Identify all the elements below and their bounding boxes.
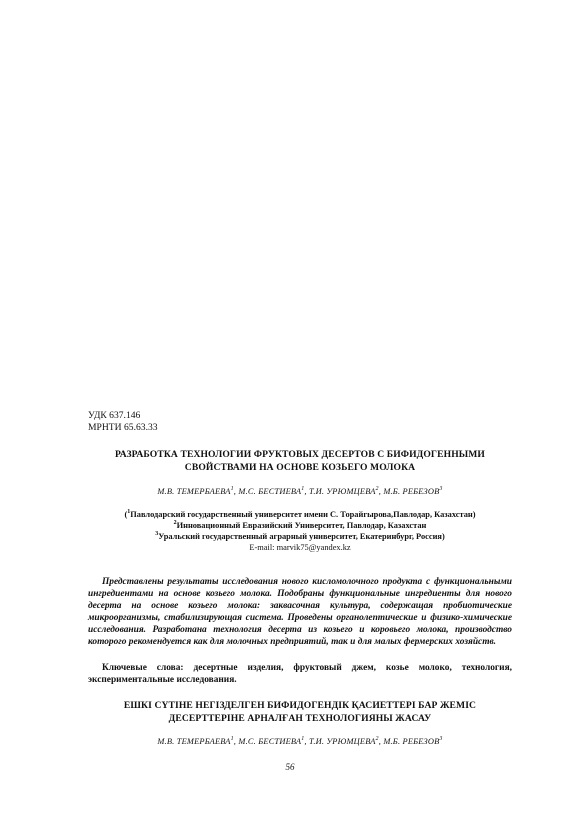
author-affiliation-mark: 1	[230, 486, 234, 493]
author-name: М.Б. РЕБЕЗОВ	[383, 487, 440, 496]
author-name: М.В. ТЕМЕРБАЕВА	[157, 737, 231, 746]
author-name: Т.И. УРЮМЦЕВА	[309, 487, 376, 496]
author-affiliation-mark: 1	[301, 486, 305, 493]
title-kazakh	[80, 700, 520, 725]
author-name: М.С. БЕСТИЕВА	[238, 487, 302, 496]
affiliation-1: ($^1$Павлодарский государственный университет имени С. Торайгырова,Павлодар, Казахстан)	[124, 509, 476, 519]
author-name: М.Б. РЕБЕЗОВ	[383, 737, 440, 746]
authors-russian: М.В. ТЕМЕРБАЕВА$^1$, М.С. БЕСТИЕВА$^1$, Т.И. УРЮМЦЕВА$^2$, М.Б. РЕБЕЗОВ$^3$	[157, 486, 443, 496]
title-kazakh-line2: ДЕСЕРТТЕРІНЕ АРНАЛҒАН ТЕХНОЛОГИЯНЫ ЖАСАУ	[168, 712, 432, 724]
affiliation-3: $^3$Уральский государственный аграрный университет, Екатеринбург, Россия)	[155, 531, 445, 541]
contact-email: E-mail: marvik75@yandex.kz	[249, 543, 351, 552]
page-number: 56	[285, 762, 295, 772]
author-affiliation-mark: 3	[439, 736, 443, 743]
author-affiliation-mark: 1	[230, 736, 234, 743]
author-name: М.В. ТЕМЕРБАЕВА	[157, 487, 231, 496]
abstract: Представлены результаты исследования нового кисломолочного продукта с функциональными ингредиентами на основе козьего молока. Подобраны функциональные ингредиенты для нового десерта на основе козьего молока: заквасочная культура, содержащая пробиотические микроорганизмы, стабилизирующая система. Проведены органолептические и физико-химические исследования. Разработана технология десерта из козьего и коровьего молока, производство которого рекомендуется как для молочных предприятий, так и для малых фермерских хозяйств.	[88, 577, 512, 647]
title-russian-line1: РАЗРАБОТКА ТЕХНОЛОГИИ ФРУКТОВЫХ ДЕСЕРТОВ С БИФИДОГЕННЫМИ	[114, 449, 485, 460]
author-affiliation-mark: 3	[439, 486, 443, 493]
keywords: Ключевые слова: десертные изделия, фруктовый джем, козье молоко, технология, экспериментальные исследования.	[88, 663, 512, 685]
udk-code: УДК 637.146	[88, 410, 141, 421]
author-name: М.С. БЕСТИЕВА	[238, 737, 302, 746]
title-russian-line2: СВОЙСТВАМИ НА ОСНОВЕ КОЗЬЕГО МОЛОКА	[184, 461, 416, 473]
classification-codes	[88, 410, 158, 434]
mrnti-code: МРНТИ 65.63.33	[88, 422, 158, 433]
author-name: Т.И. УРЮМЦЕВА	[309, 737, 376, 746]
author-affiliation-mark: 2	[375, 736, 379, 743]
authors-kazakh: М.В. ТЕМЕРБАЕВА$^1$, М.С. БЕСТИЕВА$^1$, Т.И. УРЮМЦЕВА$^2$, М.Б. РЕБЕЗОВ$^3$	[157, 736, 443, 746]
affiliation-2: $^2$Инновационный Евразийский Университет, Павлодар, Казахстан	[173, 520, 427, 530]
affiliations	[80, 509, 520, 553]
author-affiliation-mark: 1	[301, 736, 305, 743]
author-affiliation-mark: 2	[375, 486, 379, 493]
title-kazakh-line1: ЕШКІ СҮТІНЕ НЕГІЗДЕЛГЕН БИФИДОГЕНДІК ҚАСИЕТТЕРІ БАР ЖЕМІС	[123, 700, 477, 711]
title-russian	[80, 449, 520, 474]
